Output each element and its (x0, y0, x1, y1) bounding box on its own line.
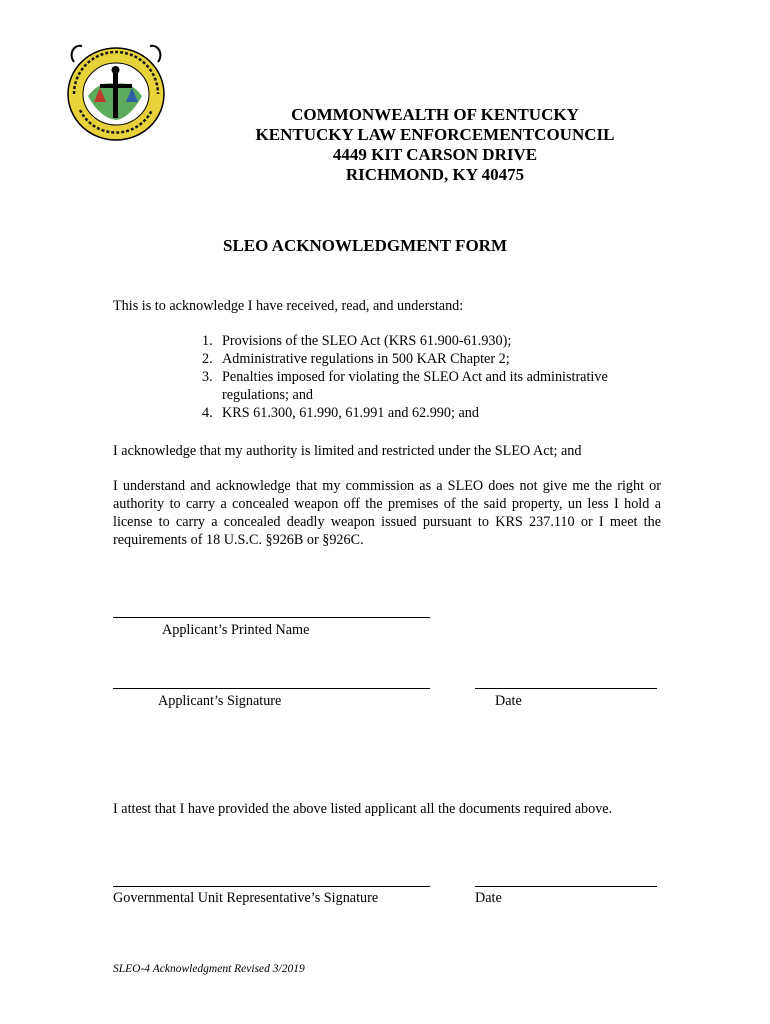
attest-statement: I attest that I have provided the above listed applicant all the documents required above. (113, 801, 613, 817)
header-line-council: KENTUCKY LAW ENFORCEMENTCOUNCIL (255, 125, 615, 144)
form-revision-footer: SLEO-4 Acknowledgment Revised 3/2019 (113, 963, 305, 975)
list-item-number: 4. (202, 405, 213, 421)
commission-statement: I understand and acknowledge that my commission as a SLEO does not give me the right or authority to carry a concealed weapon off the premises of the said property, un less I hold a license to carry a concealed deadly weapon issued pursuant to KRS 237.110 or I meet the requirements of 18 U.S.C. §926B or §926C. (113, 478, 661, 548)
acknowledgment-list (202, 332, 652, 422)
intro-text: This is to acknowledge I have received, read, and understand: (113, 298, 464, 314)
list-item (202, 332, 652, 350)
list-item-text: KRS 61.300, 61.990, 61.991 and 62.990; and (222, 405, 479, 421)
rep-signature-line[interactable] (113, 886, 430, 887)
authority-statement: I acknowledge that my authority is limited and restricted under the SLEO Act; and (113, 443, 582, 459)
rep-date-line[interactable] (475, 886, 657, 887)
list-item-text: Administrative regulations in 500 KAR Chapter 2; (222, 351, 510, 367)
list-item (202, 350, 652, 368)
rep-date-label: Date (475, 890, 502, 906)
list-item (202, 368, 652, 404)
applicant-date-label: Date (495, 693, 522, 709)
list-item (202, 404, 652, 422)
agency-header (160, 105, 710, 185)
header-line-commonwealth: COMMONWEALTH OF KENTUCKY (291, 105, 579, 124)
printed-name-line[interactable] (113, 617, 430, 618)
list-item-text: Provisions of the SLEO Act (KRS 61.900-61.930); (222, 333, 512, 349)
list-item-text: Penalties imposed for violating the SLEO Act and its administrative regulations; and (222, 369, 608, 403)
list-item-number: 1. (202, 333, 213, 349)
council-seal-logo (60, 40, 172, 144)
header-line-street: 4449 KIT CARSON DRIVE (332, 145, 538, 164)
applicant-signature-label: Applicant’s Signature (158, 693, 282, 709)
rep-signature-label: Governmental Unit Representative’s Signature (113, 890, 379, 906)
list-item-number: 2. (202, 351, 213, 367)
list-item-number: 3. (202, 369, 213, 385)
header-line-city: RICHMOND, KY 40475 (345, 165, 525, 184)
applicant-date-line[interactable] (475, 688, 657, 689)
applicant-signature-line[interactable] (113, 688, 430, 689)
form-title: SLEO ACKNOWLEDGMENT FORM (223, 236, 507, 255)
printed-name-label: Applicant’s Printed Name (162, 622, 310, 638)
